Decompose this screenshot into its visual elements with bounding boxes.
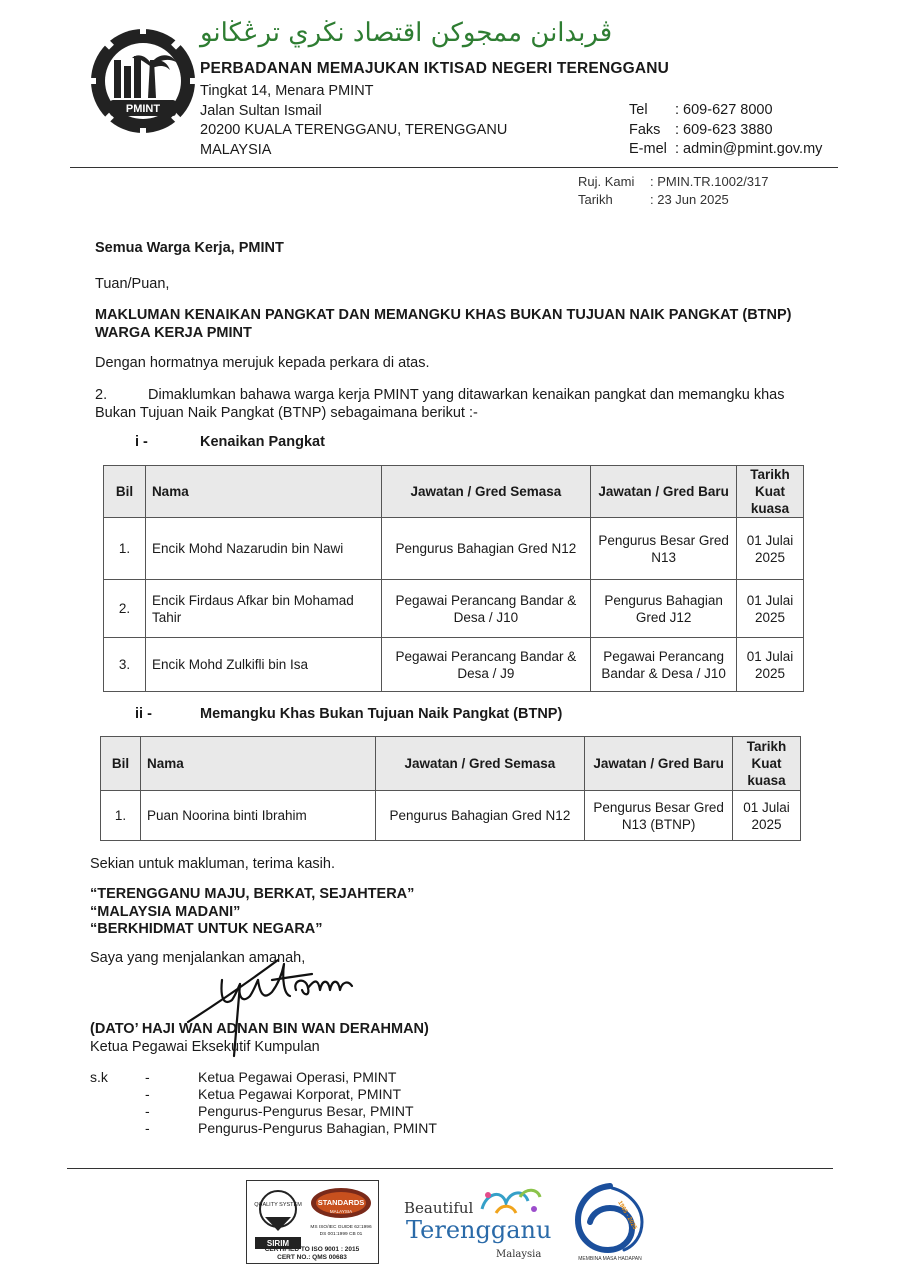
anniversary-tagline: MEMBINA MASA HADAPAN xyxy=(578,1256,642,1262)
slogan: “BERKHIDMAT UNTUK NEGARA” xyxy=(90,921,323,937)
col-header-current: Jawatan / Gred Semasa xyxy=(381,466,591,518)
section-2-title: Memangku Khas Bukan Tujuan Naik Pangkat (BTNP) xyxy=(200,706,563,722)
org-name: PERBADANAN MEMAJUKAN IKTISAD NEGERI TERENGGANU xyxy=(200,60,670,77)
cc-item: Ketua Pegawai Korporat, PMINT xyxy=(198,1086,402,1102)
standards-code: DS 001:1999 CB 01 xyxy=(319,1232,363,1237)
salutation: Tuan/Puan, xyxy=(95,276,170,292)
signer-name: (DATO’ HAJI WAN ADNAN BIN WAN DERAHMAN) xyxy=(90,1021,429,1037)
cc-list xyxy=(90,1069,437,1137)
date-label: Tarikh xyxy=(578,191,613,207)
section-2-number: ii - xyxy=(135,706,152,722)
col-header-current: Jawatan / Gred Semasa xyxy=(375,737,585,791)
col-header-new: Jawatan / Gred Baru xyxy=(591,466,737,518)
address-line: Jalan Sultan Ismail xyxy=(200,102,322,119)
paragraph-2 xyxy=(95,386,784,422)
col-header-nama: Nama xyxy=(145,466,381,518)
ref-value: : PMIN.TR.1002/317 xyxy=(650,174,769,189)
cell-bil: 1. xyxy=(104,518,146,580)
cc-dash: - xyxy=(145,1086,150,1102)
table-row xyxy=(104,580,804,638)
cc-dash: - xyxy=(145,1069,150,1085)
table-header-row xyxy=(104,466,804,518)
cell-bil: 1. xyxy=(101,791,141,841)
col-header-new: Jawatan / Gred Baru xyxy=(585,737,733,791)
iso-line: CERTIFIED TO ISO 9001 : 2015 xyxy=(264,1246,360,1253)
standards-label: STANDARDS xyxy=(317,1198,365,1207)
section-1-number: i - xyxy=(135,434,148,450)
col-header-bil: Bil xyxy=(101,737,141,791)
cell-nama: Encik Mohd Nazarudin bin Nawi xyxy=(145,518,381,580)
section-1-title: Kenaikan Pangkat xyxy=(200,434,325,450)
cc-item: Pengurus-Pengurus Bahagian, PMINT xyxy=(198,1120,437,1136)
col-header-nama: Nama xyxy=(140,737,375,791)
cell-date: 01 Julai 2025 xyxy=(733,791,801,841)
col-header-date: Tarikh Kuat kuasa xyxy=(737,466,804,518)
cc-label: s.k xyxy=(90,1069,108,1085)
tourism-emblem-icon xyxy=(476,1183,546,1219)
closing: Sekian untuk makluman, terima kasih. xyxy=(90,856,335,872)
contact-value: : 609-627 8000 xyxy=(675,102,773,118)
anniversary-logo xyxy=(570,1180,650,1264)
cell-nama: Encik Firdaus Afkar bin Mohamad Tahir xyxy=(145,580,381,638)
cell-new: Pengurus Bahagian Gred J12 xyxy=(591,580,737,638)
paragraph-text: Bukan Tujuan Naik Pangkat (BTNP) sebagaimana berikut :- xyxy=(95,405,478,421)
paragraph-1: Dengan hormatnya merujuk kepada perkara di atas. xyxy=(95,355,430,371)
slogan: “TERENGGANU MAJU, BERKAT, SEJAHTERA” xyxy=(90,886,415,902)
cell-date: 01 Julai 2025 xyxy=(737,580,804,638)
cell-current: Pengurus Bahagian Gred N12 xyxy=(381,518,591,580)
cell-date: 01 Julai 2025 xyxy=(737,518,804,580)
paragraph-number: 2. xyxy=(95,387,108,403)
cell-current: Pengurus Bahagian Gred N12 xyxy=(375,791,585,841)
org-address xyxy=(200,82,507,160)
header-divider xyxy=(70,167,838,168)
cell-bil: 3. xyxy=(104,638,146,692)
anniversary-years: 1965 - 2025 xyxy=(616,1200,638,1231)
signer-title: Ketua Pegawai Eksekutif Kumpulan xyxy=(90,1039,320,1055)
cell-current: Pegawai Perancang Bandar & Desa / J10 xyxy=(381,580,591,638)
trust-line: Saya yang menjalankan amanah, xyxy=(90,950,306,966)
date-value: : 23 Jun 2025 xyxy=(650,191,729,207)
subject xyxy=(95,306,792,342)
ref-label: Ruj. Kami xyxy=(578,174,635,189)
cc-item: Pengurus-Pengurus Besar, PMINT xyxy=(198,1103,414,1119)
reference-block xyxy=(578,173,769,208)
col-header-bil: Bil xyxy=(104,466,146,518)
address-line: MALAYSIA xyxy=(200,141,272,158)
contact-label: Tel xyxy=(629,102,648,118)
cc-dash: - xyxy=(145,1120,150,1136)
cell-nama: Puan Noorina binti Ibrahim xyxy=(140,791,375,841)
tourism-name: Terengganu xyxy=(406,1216,552,1244)
recipient: Semua Warga Kerja, PMINT xyxy=(95,240,284,256)
contact-value: : admin@pmint.gov.my xyxy=(675,141,823,157)
iso-certification xyxy=(246,1246,378,1261)
sirim-label: SIRIM xyxy=(266,1239,290,1248)
slogan: “MALAYSIA MADANI” xyxy=(90,903,241,920)
contact-value: : 609-623 3880 xyxy=(675,121,773,138)
address-line: Tingkat 14, Menara PMINT xyxy=(200,83,374,99)
table-row xyxy=(104,518,804,580)
cell-current: Pegawai Perancang Bandar & Desa / J9 xyxy=(381,638,591,692)
org-contact xyxy=(629,101,822,160)
slogans xyxy=(90,886,414,939)
sirim-quality-text: QUALITY SYSTEM xyxy=(254,1202,302,1208)
col-header-date: Tarikh Kuat kuasa xyxy=(733,737,801,791)
paragraph-text: Dimaklumkan bahawa warga kerja PMINT yang ditawarkan kenaikan pangkat dan memangku khas xyxy=(148,387,785,403)
contact-label: Faks xyxy=(629,121,661,138)
table-header-row xyxy=(101,737,801,791)
cell-date: 01 Julai 2025 xyxy=(737,638,804,692)
subject-line: WARGA KERJA PMINT xyxy=(95,325,252,341)
tourism-beautiful: Beautiful xyxy=(404,1199,474,1217)
promotion-table xyxy=(103,465,804,692)
cell-new: Pegawai Perancang Bandar & Desa / J10 xyxy=(591,638,737,692)
cell-nama: Encik Mohd Zulkifli bin Isa xyxy=(145,638,381,692)
table-row xyxy=(104,638,804,692)
tourism-country: Malaysia xyxy=(496,1249,542,1260)
cc-item: Ketua Pegawai Operasi, PMINT xyxy=(198,1069,397,1085)
org-name-jawi: ڤربدانن ممجوكن اقتصاد نڬري ترڠڬانو xyxy=(200,18,613,48)
subject-line: MAKLUMAN KENAIKAN PANGKAT DAN MEMANGKU KHAS BUKAN TUJUAN NAIK PANGKAT (BTNP) xyxy=(95,307,792,323)
contact-label: E-mel xyxy=(629,141,667,157)
cell-bil: 2. xyxy=(104,580,146,638)
address-line: 20200 KUALA TERENGGANU, TERENGGANU xyxy=(200,122,508,138)
btnp-table xyxy=(100,736,801,841)
cc-dash: - xyxy=(145,1103,150,1119)
standards-malaysia: MALAYSIA xyxy=(329,1209,353,1214)
pmint-logo xyxy=(88,26,198,136)
cell-new: Pengurus Besar Gred N13 xyxy=(591,518,737,580)
standards-code: MS ISO/IEC GUIDE 62:1996 xyxy=(310,1225,372,1230)
table-row xyxy=(101,791,801,841)
cell-new: Pengurus Besar Gred N13 (BTNP) xyxy=(585,791,733,841)
logo-text: PMINT xyxy=(125,103,161,115)
footer-divider xyxy=(67,1168,833,1169)
iso-line: CERT NO.: QMS 00683 xyxy=(277,1253,347,1261)
